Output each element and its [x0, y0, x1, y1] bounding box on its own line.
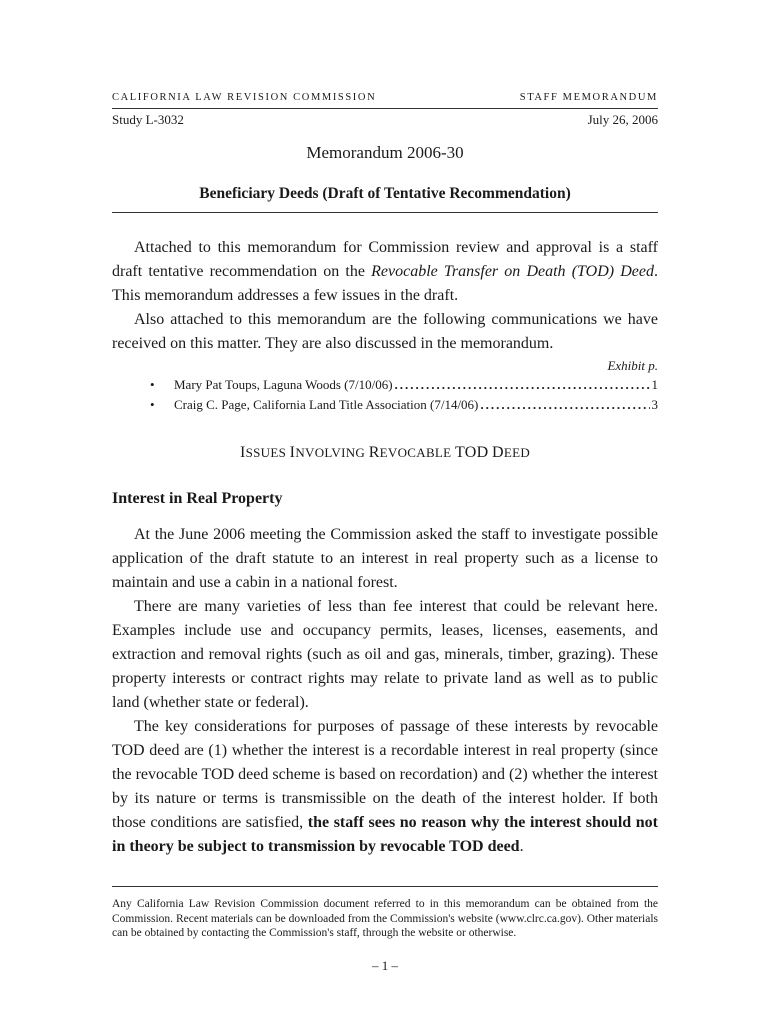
title-rule — [112, 212, 658, 213]
section-paragraph-3: The key considerations for purposes of passage of these interests by revocable TOD deed are (1) whether the interest is a recordable interest in real property (since the revocable TOD deed scheme is based on recordation) and (2) whether the interest by its nature or terms is transmissible on the death of the interest holder. If both those conditions are satisfied, the staff sees no reason why the interest should not in theory be subject to transmission by revocable TOD deed. — [112, 718, 659, 855]
footnote: Any California Law Revision Commission document referred to in this memorandum can be obtained from the Commission. Recent materials can be downloaded from the Commission's website (www.clrc.ca.gov). Other materials can be obtained by contacting the Commission's staff, through the website or otherwise. — [112, 898, 658, 939]
exhibit-item: • Mary Pat Toups, Laguna Woods (7/10/06) ..... 1 — [112, 375, 658, 395]
issues-heading: ISSUES INVOLVING REVOCABLE TOD DEED — [239, 444, 531, 461]
document-type: STAFF MEMORANDUM — [519, 92, 658, 103]
exhibit-list — [112, 375, 658, 415]
memo-subject: Beneficiary Deeds (Draft of Tentative Recommendation) — [199, 185, 571, 202]
letterhead — [112, 92, 658, 109]
memo-body — [112, 236, 658, 859]
intro-paragraph-1: Attached to this memorandum for Commission review and approval is a staff draft tentative recommendation on the Revocable Transfer on Death (TOD) Deed. This memorandum addresses a few issues in the draft. — [112, 239, 658, 304]
section-heading: Interest in Real Property — [112, 490, 283, 507]
page-number: – 1 – — [372, 958, 398, 973]
study-number: Study L-3032 — [112, 112, 184, 127]
commission-name: CALIFORNIA LAW REVISION COMMISSION — [112, 92, 377, 103]
intro-paragraph-2: Also attached to this memorandum are the following communications we have received on this matter. They are also discussed in the memorandum. — [112, 311, 658, 352]
footnote-rule — [112, 886, 658, 887]
memo-title: Memorandum 2006-30 — [306, 143, 464, 162]
section-paragraph-2: There are many varieties of less than fee interest that could be relevant here. Examples include use and occupancy permits, leases, licenses, easements, and extraction and removal rights (such as oil and gas, minerals, timber, grazing). These property interests or contract rights may relate to private land as well as to public land (whether state or federal). — [112, 598, 658, 711]
section-paragraph-1: At the June 2006 meeting the Commission asked the staff to investigate possible application of the draft statute to an interest in real property such as a license to maintain and use a cabin in a national forest. — [112, 526, 658, 591]
exhibit-column-label: Exhibit p. — [607, 358, 658, 373]
staff-conclusion: the staff sees no reason why the interest should not in theory be subject to transmission by revocable TOD deed — [112, 814, 659, 855]
memo-page — [112, 0, 658, 1024]
tod-deed-title: Revocable Transfer on Death (TOD) Deed — [371, 263, 654, 280]
exhibit-item: • Craig C. Page, California Land Title Association (7/14/06) ..... 3 — [112, 395, 658, 415]
memo-date: July 26, 2006 — [587, 112, 658, 127]
